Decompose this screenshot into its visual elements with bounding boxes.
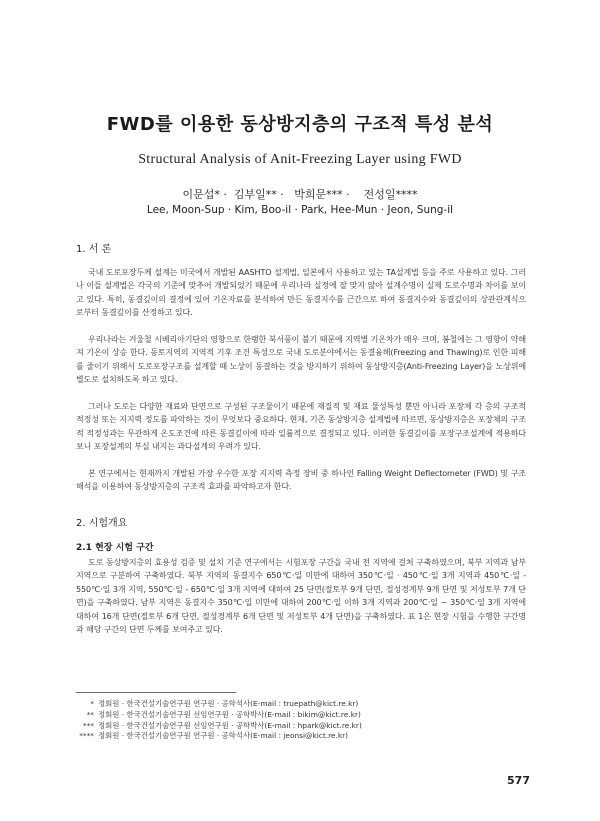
footnote-text: 정회원 · 한국건설기술연구원 선임연구원 · 공학박사(E-mail : bikim@kict.re.kr) (98, 709, 361, 719)
body-paragraph: 우리나라는 겨울철 시베리아기단의 영향으로 한랭한 북서풍이 불기 때문에 지역별 기온차가 매우 크며, 봄철에는 그 영향이 약해져 기온이 상승 한다. 동토지역의 지역적 기후 조건 특성으로 국내 도로분야에서는 동결융해(Freezing and Thawing)로 인한 피해를 줄이기 위해서 도로포장구조를 설계할 때 노상이 동결하는 것을 방지하기 위하여 동상방지층(Anti-Freezing Layer)을 노상위에 별도로 설치하도록 하고 있다. (76, 335, 526, 385)
footnote-mark: **** (79, 731, 94, 741)
footnote-divider (76, 692, 236, 693)
author-names-english: Lee, Moon-Sup · Kim, Boo-il · Park, Hee-Mun · Jeon, Sung-il (146, 204, 454, 216)
footnote-mark: * (90, 699, 94, 708)
footnote-text: 정회원 · 한국건설기술연구원 연구원 · 공학석사(E-mail : truepath@kict.re.kr) (98, 699, 359, 708)
subsection-heading-field-test-sections: 2.1 현장 시험 구간 (76, 543, 154, 553)
paper-title-english: Structural Analysis of Anit-Freezing Layer using FWD (138, 152, 462, 167)
page-number: 577 (507, 774, 530, 787)
body-paragraph: 본 연구에서는 현재까지 개발된 가장 우수한 포장 지지력 측정 장비 중 하나인 Falling Weight Deflectometer (FWD) 및 구조해석을 이용하여 동상방지층의 구조적 효과를 파악하고자 한다. (76, 469, 526, 492)
author-footnotes (76, 699, 526, 742)
paper-title-korean: FWD를 이용한 동상방지층의 구조적 특성 분석 (106, 114, 494, 135)
footnote-text: 정회원 · 한국건설기술연구원 연구원 · 공학석사(E-mail : jeonsi@kict.re.kr) (98, 731, 349, 741)
body-paragraph: 그러나 도로는 다양한 재료와 단면으로 구성된 구조물이기 때문에 재질적 및 재료 물성특성 뿐만 아니라 포장체 각 층의 구조적 적정성 또는 지지력 정도를 파악하는 것이 무엇보다 중요하다. 현재, 기존 동상방지층 설계법에 따르면, 동상방지층은 포장체의 구조적 적정성과는 무관하게 온도조건에 따른 동결깊이에 따라 일률적으로 결정되고 있다. 이러한 동결깊이를 포장구조설계에 적용하다 보니 포장설계의 부실 내지는 과다설계의 우려가 있다. (76, 402, 526, 452)
section-heading-test-overview: 2. 시험개요 (76, 518, 128, 529)
body-paragraph: 국내 도로포장두께 설계는 미국에서 개발된 AASHTO 설계법, 일본에서 사용하고 있는 TA설계법 등을 주로 사용하고 있다. 그러나 이들 설계법은 각국의 기준에 맞추어 개발되었기 때문에 우리나라 실정에 잘 맞지 않아 설계수명이 실제 도로수명과 차이를 보이고 있다. 특히, 동결깊이의 결정에 있어 기온자료를 분석하여 만든 동결지수를 근간으로 하여 동결지수와 동결깊이의 상관관계식으로부터 동결깊이를 산정하고 있다. (76, 268, 526, 318)
author-names-korean: 이문섭* · 김부일** · 박희문*** · 전성일**** (182, 188, 418, 201)
footnote-item (76, 721, 526, 732)
footnote-mark: ** (86, 709, 94, 719)
footnote-mark: *** (82, 720, 94, 730)
footnote-item (76, 731, 526, 742)
body-paragraph: 도로 동상방지층의 효용성 검증 및 설치 기준 연구에서는 시험포장 구간을 국내 전 지역에 걸쳐 구축하였으며, 북부 지역과 남부 지역으로 구분하여 구축하였다. 북부 지역의 동결지수 650℃·일 미만에 대하여 350℃·일 · 450℃·일 3개 지역과 450℃·일 - 550℃·일 3개 지역, 550℃·일 - 650℃·일 3개 지역에 대하여 25 단면(절토부 9개 단면, 절성경계부 9개 단면 및 저성토부 7개 단면)을 구축하였다. 남부 지역은 동결지수 350℃·일 미만에 대하여 200℃·일 이하 3개 지역과 200℃·일 ~ 350℃·일 3개 지역에 대하여 16개 단면(절토부 6개 단면, 절성경계부 6개 단면 및 저성토부 4개 단면)을 구축하였다. 표 1은 현장 시험을 수행한 구간명과 해당 구간의 단면 두께를 보여주고 있다. (76, 558, 526, 635)
footnote-item (76, 699, 526, 710)
section-heading-introduction: 1. 서 론 (76, 244, 112, 255)
footnote-text: 정회원 · 한국건설기술연구원 선임연구원 · 공학박사(E-mail : hpark@kict.re.kr) (98, 720, 362, 730)
footnote-item (76, 710, 526, 721)
